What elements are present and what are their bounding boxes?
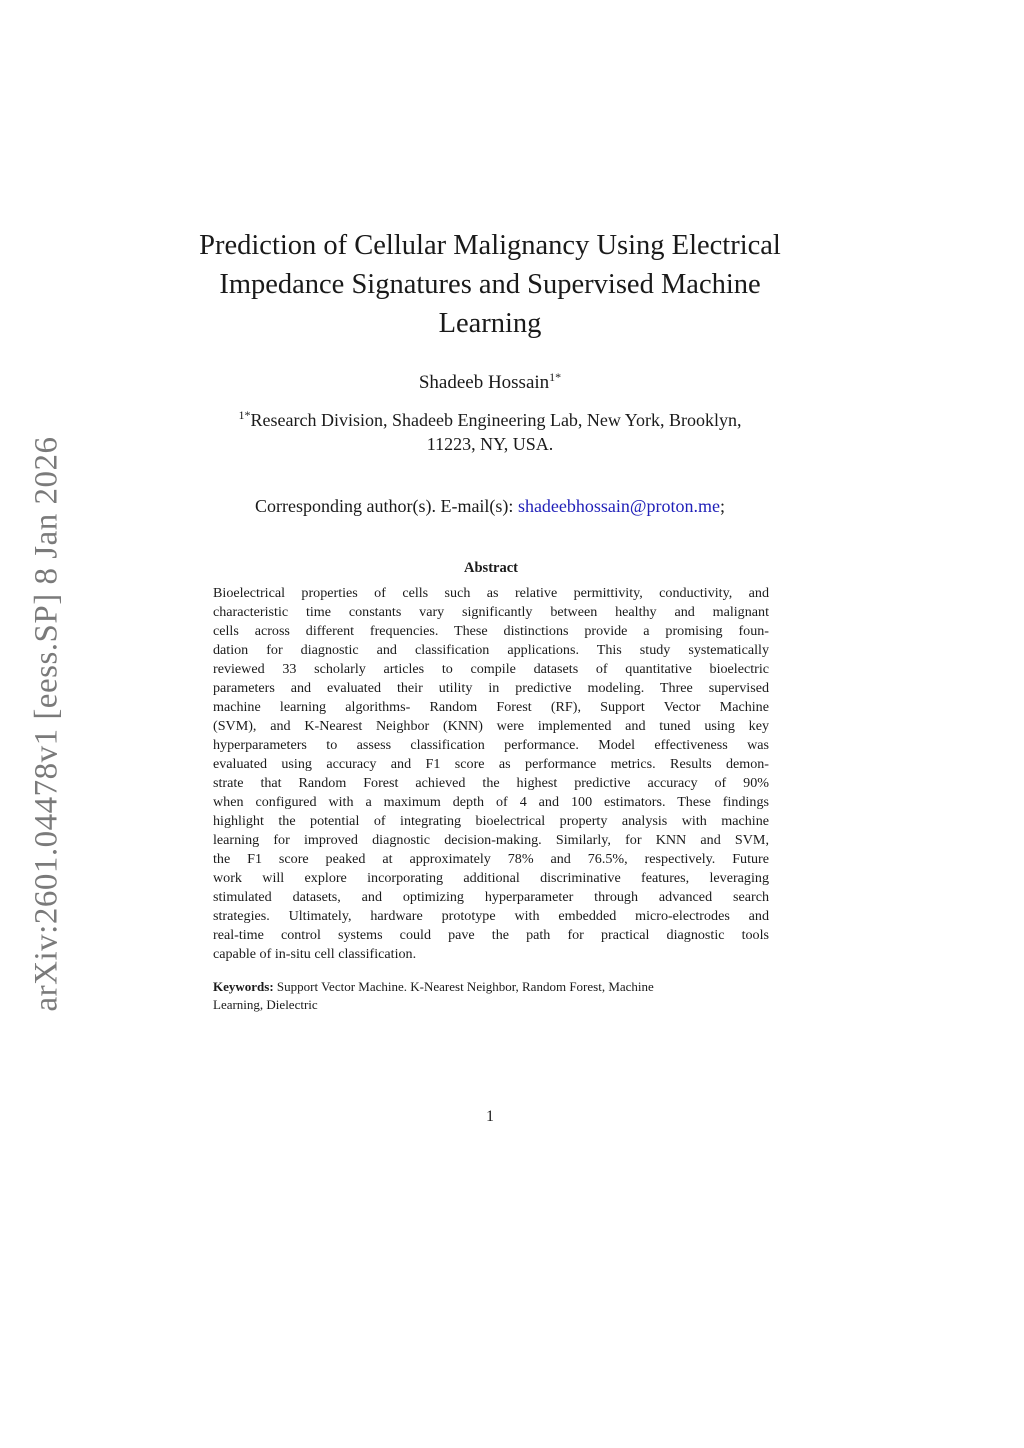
abstract-line: strate that Random Forest achieved the highest predictive accuracy of 90%: [213, 775, 769, 791]
abstract-line: parameters and evaluated their utility in predictive modeling. Three supervised: [213, 680, 769, 696]
page-number: 1: [486, 1108, 494, 1125]
abstract-body: [213, 584, 769, 964]
paper-title: [180, 226, 800, 343]
abstract-line: reviewed 33 scholarly articles to compile datasets of quantitative bioelectric: [213, 661, 769, 677]
abstract-line: (SVM), and K-Nearest Neighbor (KNN) were implemented and tuned using key: [213, 718, 769, 734]
abstract-line: cells across different frequencies. These distinctions provide a promising foun-: [213, 623, 769, 639]
author-name: Shadeeb Hossain: [418, 372, 550, 393]
affiliation-line: [190, 408, 790, 432]
abstract-line: work will explore incorporating additional discriminative features, leveraging: [213, 870, 769, 886]
affiliation-text: Research Division, Shadeeb Engineering Lab, New York, Brooklyn,: [250, 410, 742, 430]
abstract-line: characteristic time constants vary significantly between healthy and malignant: [213, 604, 769, 620]
keywords-line: Learning, Dielectric: [213, 996, 318, 1012]
abstract-line: learning for improved diagnostic decision-making. Similarly, for KNN and SVM,: [213, 832, 769, 848]
title-line: Learning: [438, 308, 542, 339]
affiliation-line: 11223, NY, USA.: [426, 434, 554, 454]
author-line: [190, 372, 790, 394]
author-affiliation-mark: 1*: [549, 370, 562, 384]
affiliation-mark: 1*: [238, 408, 251, 422]
corresponding-prefix: Corresponding author(s). E-mail(s):: [254, 496, 518, 516]
abstract-line: machine learning algorithms- Random Forest (RF), Support Vector Machine: [213, 699, 769, 715]
keywords-text: Support Vector Machine. K-Nearest Neighbor, Random Forest, Machine: [273, 979, 654, 994]
keywords-block: [213, 978, 769, 1013]
abstract-line: dation for diagnostic and classification applications. This study systematically: [213, 642, 769, 658]
abstract-line: hyperparameters to assess classification performance. Model effectiveness was: [213, 737, 769, 753]
abstract-line: when configured with a maximum depth of 4 and 100 estimators. These findings: [213, 794, 769, 810]
corresponding-suffix: ;: [719, 496, 725, 516]
email-link[interactable]: shadeebhossain@proton.me: [517, 496, 720, 516]
abstract-line: stimulated datasets, and optimizing hyperparameter through advanced search: [213, 889, 769, 905]
abstract-line: highlight the potential of integrating bioelectrical property analysis with machine: [213, 813, 769, 829]
abstract-line: Bioelectrical properties of cells such as relative permittivity, conductivity, and: [213, 585, 769, 601]
abstract-line: the F1 score peaked at approximately 78% and 76.5%, respectively. Future: [213, 851, 769, 867]
abstract-line: real-time control systems could pave the path for practical diagnostic tools: [213, 927, 769, 943]
keywords-line: [213, 978, 769, 996]
abstract-line: evaluated using accuracy and F1 score as performance metrics. Results demon-: [213, 756, 769, 772]
abstract-heading: Abstract: [464, 560, 518, 576]
abstract-line: capable of in-situ cell classification.: [213, 946, 417, 962]
abstract-line: strategies. Ultimately, hardware prototype with embedded micro-electrodes and: [213, 908, 769, 924]
keywords-label: Keywords:: [213, 979, 274, 994]
title-line: Prediction of Cellular Malignancy Using Electrical: [199, 230, 781, 261]
affiliation: [190, 408, 790, 456]
corresponding-author: [190, 496, 790, 517]
title-line: Impedance Signatures and Supervised Machine: [219, 269, 761, 300]
arxiv-identifier-stamp[interactable]: arXiv:2601.04478v1 [eess.SP] 8 Jan 2026: [28, 436, 65, 1012]
